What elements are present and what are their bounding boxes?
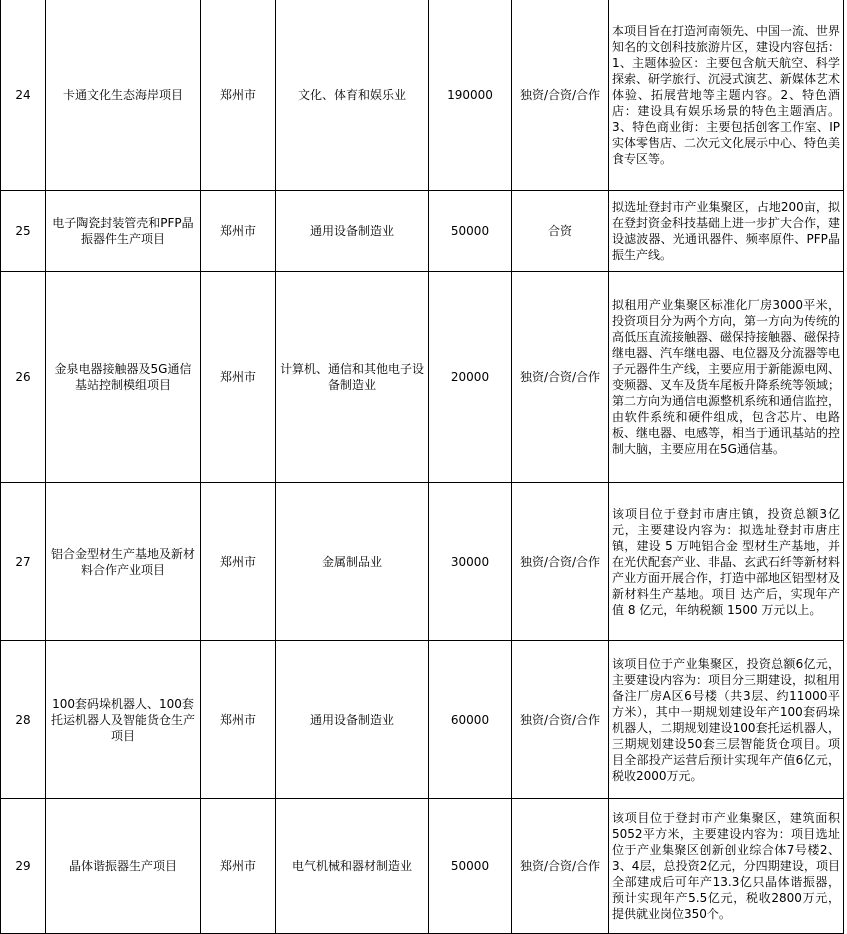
cooperation-mode: 独资/合资/合作 — [512, 799, 609, 934]
city: 郑州市 — [201, 0, 276, 191]
table-row — [1, 272, 844, 483]
industry: 电气机械和器材制造业 — [276, 799, 429, 934]
row-number: 24 — [1, 0, 46, 191]
project-name: 晶体谐振器生产项目 — [46, 799, 201, 934]
project-description: 该项目位于产业集聚区，投资总额6亿元，主要建设内容为：项目分三期建设，拟租用备注厂房A区6号楼（共3层、约11000平方米），其中一期规划建设年产100套码垛机器人，二期规划建设100套托运机器人，三期规划建设50套三层智能货仓项目。项目全部投产运营后预计实现年产值6亿元，税收2000万元。 — [609, 641, 844, 799]
investment-amount: 50000 — [429, 799, 512, 934]
table-row — [1, 799, 844, 934]
industry: 金属制品业 — [276, 483, 429, 641]
industry: 文化、体育和娱乐业 — [276, 0, 429, 191]
city: 郑州市 — [201, 799, 276, 934]
cooperation-mode: 合资 — [512, 191, 609, 272]
cooperation-mode: 独资/合资/合作 — [512, 483, 609, 641]
table-row — [1, 0, 844, 191]
project-description: 该项目位于登封市唐庄镇，投资总额3亿元，主要建设内容为：拟选址登封市唐庄镇，建设 5 万吨铝合金 型材生产基地，并在光伏配套产业、非晶、玄武石纤等新材料产业方面开展合作，打造中部地区铝型材及新材料生产基地。项目 达产后，实现年产值 8 亿元，年纳税额 1500 万元以上。 — [609, 483, 844, 641]
city: 郑州市 — [201, 272, 276, 483]
project-description: 拟租用产业集聚区标准化厂房3000平米，投资项目分为两个方向，第一方向为传统的高低压直流接触器、磁保持接触器、磁保持继电器、汽车继电器、电位器及分流器等电子元器件生产线，主要应用于新能源电网、变频器、叉车及货车尾板升降系统等领域；第二方向为通信电源整机系统和通信监控，由软件系统和硬件组成，包含芯片、电路板、继电器、电感等，相当于通讯基站的控制大脑，主要应用在5G通信基。 — [609, 272, 844, 483]
cooperation-mode: 独资/合资/合作 — [512, 641, 609, 799]
cooperation-mode: 独资/合资/合作 — [512, 0, 609, 191]
project-name: 铝合金型材生产基地及新材料合作产业项目 — [46, 483, 201, 641]
cooperation-mode: 独资/合资/合作 — [512, 272, 609, 483]
project-name: 金泉电器接触器及5G通信基站控制模组项目 — [46, 272, 201, 483]
row-number: 26 — [1, 272, 46, 483]
investment-amount: 190000 — [429, 0, 512, 191]
table-row — [1, 191, 844, 272]
row-number: 28 — [1, 641, 46, 799]
city: 郑州市 — [201, 191, 276, 272]
project-name: 电子陶瓷封装管壳和PFP晶振器件生产项目 — [46, 191, 201, 272]
investment-amount: 20000 — [429, 272, 512, 483]
city: 郑州市 — [201, 641, 276, 799]
project-description: 该项目位于登封市产业集聚区，建筑面积5052平方米，主要建设内容为：项目选址位于产业集聚区创新创业综合体7号楼2、3、4层，总投资2亿元，分四期建设，项目全部建成后可年产13.3亿只晶体谐振器，预计实现年产5.5亿元，税收2800万元，提供就业岗位350个。 — [609, 799, 844, 934]
investment-amount: 50000 — [429, 191, 512, 272]
project-name: 100套码垛机器人、100套托运机器人及智能货仓生产项目 — [46, 641, 201, 799]
industry: 计算机、通信和其他电子设备制造业 — [276, 272, 429, 483]
project-description: 本项目旨在打造河南领先、中国一流、世界知名的文创科技旅游片区，建设内容包括：1、主题体验区：主要包含航天航空、科学探索、研学旅行、沉浸式演艺、新媒体艺术体验、拓展营地等主题内容。2、特色酒店：建设具有娱乐场景的特色主题酒店。3、特色商业街：主要包括创客工作室、IP实体零售店、二次元文化展示中心、特色美食专区等。 — [609, 0, 844, 191]
row-number: 25 — [1, 191, 46, 272]
table-row — [1, 641, 844, 799]
city: 郑州市 — [201, 483, 276, 641]
industry: 通用设备制造业 — [276, 641, 429, 799]
investment-amount: 30000 — [429, 483, 512, 641]
industry: 通用设备制造业 — [276, 191, 429, 272]
project-description: 拟选址登封市产业集聚区，占地200亩，拟在登封资金科技基础上进一步扩大合作，建设滤波器、光通讯器件、频率原件、PFP晶振生产线。 — [609, 191, 844, 272]
project-name: 卡通文化生态海岸项目 — [46, 0, 201, 191]
table-row — [1, 483, 844, 641]
row-number: 29 — [1, 799, 46, 934]
investment-amount: 60000 — [429, 641, 512, 799]
row-number: 27 — [1, 483, 46, 641]
